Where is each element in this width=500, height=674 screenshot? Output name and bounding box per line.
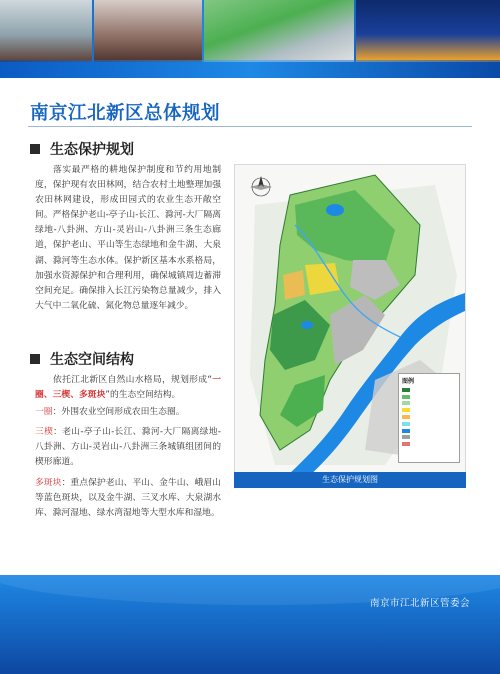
banner-photo-people	[94, 0, 202, 62]
ecological-protection-paragraph: 落实最严格的耕地保护制度和节约用地制度，保护现有农田林网，结合农村土地整理加强农田林网建设，形成田园式的农业生态开敞空间。严格保护老山-亭子山-长江、滁河-大厂隔离绿地-八卦洲、方山-灵岩山-八卦洲三条生态廊道，保护老山、平山等生态绿地和金牛湖、大泉湖、滁河等生态水体。保护新区基本水系格局，加强水资源保护和合理利用，确保城镇周边蓄滞空间充足。确保排入长江污染物总量减少，排入大气中二氧化硫、氮化物总量逐年减少。	[35, 165, 221, 311]
banner-photo-aerial	[204, 0, 354, 62]
banner-stripe	[0, 62, 500, 78]
section-title: 生态保护规划	[50, 142, 134, 158]
item-text: ：重点保护老山、平山、金牛山、峨眉山等蓝色斑块，以及金牛湖、三叉水库、大泉湖水库、滁河湿地、绿水湾湿地等大型水库和湿地。	[35, 478, 221, 519]
legend-swatch	[402, 429, 410, 433]
intro-text: 依托江北新区自然山水格局，规划形成“	[53, 375, 212, 385]
footer-organization: 南京市江北新区管委会	[369, 598, 470, 609]
square-bullet-icon	[30, 354, 40, 364]
legend-swatch	[402, 415, 410, 419]
legend-swatch	[402, 388, 410, 392]
legend-swatch	[402, 442, 410, 446]
legend-item	[402, 394, 456, 400]
footer-band	[0, 575, 500, 674]
banner-photo-skyline	[356, 0, 500, 62]
section-heading-ecological-protection	[30, 139, 134, 159]
structure-item-one-ring	[35, 405, 221, 420]
intro-text: ”的生态空间结构。	[105, 390, 181, 401]
legend-item	[402, 421, 456, 427]
legend-swatch	[402, 422, 410, 426]
lake	[326, 204, 344, 216]
legend-swatch	[402, 408, 410, 412]
item-label: 多斑块	[35, 478, 62, 488]
title-divider	[28, 126, 472, 127]
legend-item	[402, 414, 456, 420]
structure-highlight: 一圈、三楔、多斑块	[35, 375, 221, 401]
section-heading-ecological-structure	[30, 349, 134, 369]
legend-rows	[402, 387, 456, 447]
legend-item	[402, 428, 456, 434]
map-caption: 生态保护规划图	[234, 472, 466, 488]
legend-item	[402, 441, 456, 447]
map-legend	[398, 373, 460, 463]
legend-swatch	[402, 395, 410, 399]
buffer-area	[283, 270, 305, 300]
ecological-structure-intro	[35, 373, 221, 403]
legend-title: 图例	[402, 378, 415, 385]
legend-item	[402, 435, 456, 441]
item-text: ：外围农业空间形成农田生态圈。	[52, 407, 185, 417]
item-label: 一圈	[35, 407, 53, 417]
square-bullet-icon	[30, 144, 40, 154]
structure-item-multi-patches	[35, 476, 221, 521]
section-title: 生态空间结构	[50, 352, 134, 368]
legend-swatch	[402, 401, 410, 405]
banner-photo-campus	[0, 0, 92, 62]
legend-item	[402, 387, 456, 393]
item-label: 三楔	[35, 427, 54, 437]
lake	[301, 321, 313, 329]
header-banner	[0, 0, 500, 78]
structure-item-three-wedges	[35, 425, 221, 470]
page-title: 南京江北新区总体规划	[30, 103, 221, 124]
legend-item	[402, 401, 456, 407]
legend-swatch	[402, 435, 410, 439]
legend-item	[402, 407, 456, 413]
item-text: ：老山-亭子山-长江、滁河-大厂隔离绿地-八卦洲、方山-灵岩山-八卦洲三条城镇组团间的楔形廊道。	[35, 427, 221, 468]
